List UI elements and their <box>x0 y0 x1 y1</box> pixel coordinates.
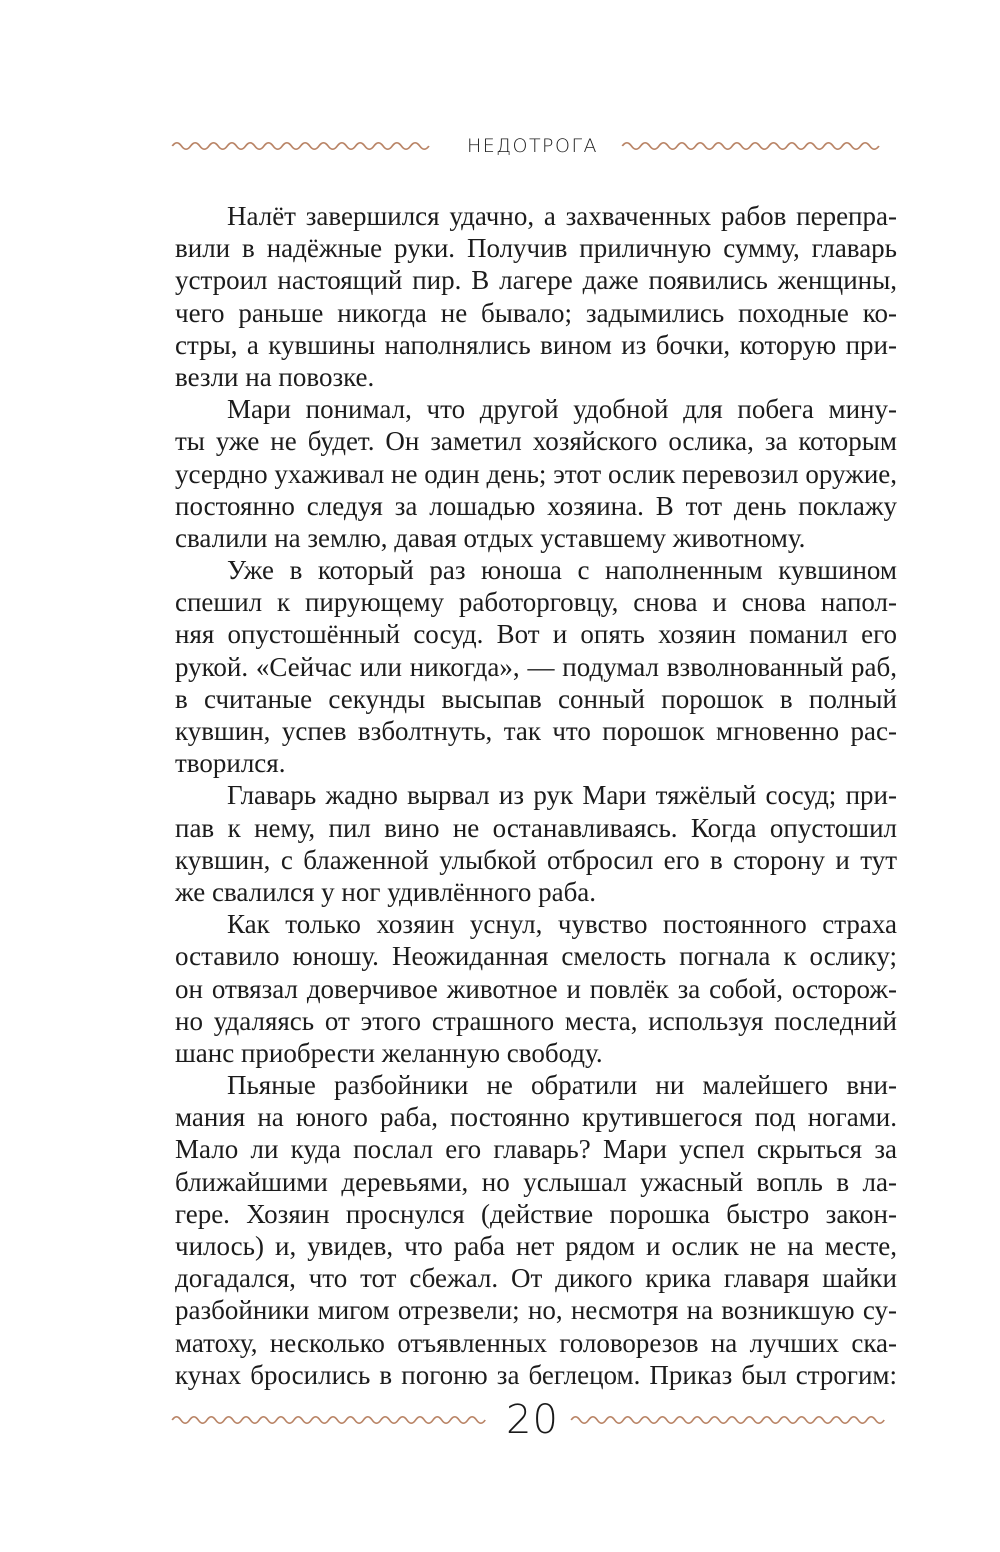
wave-line <box>172 143 429 149</box>
text-line: постоянно следуя за лошадью хозяина. В тот день поклажу <box>175 490 897 521</box>
text-line: Как только хозяин уснул, чувство постоянного страха <box>227 909 897 940</box>
text-line: рукой. «Сейчас или никогда», — подумал взволнованный раб, <box>175 651 897 682</box>
text-line: догадался, что тот сбежал. От дикого крика главаря шайки <box>175 1263 897 1294</box>
text-line: Мало ли куда послал его главарь? Мари успел скрыться за <box>175 1134 897 1165</box>
text-line: кувшин, успев взболтнуть, так что порошок мгновенно рас- <box>175 716 897 746</box>
text-line: стры, а кувшины наполнялись вином из бочки, которую при- <box>175 329 897 360</box>
text-line: матоху, несколько отъявленных головорезов на лучших ска- <box>175 1327 897 1358</box>
text-line: Мари понимал, что другой удобной для побега мину- <box>227 394 897 425</box>
text-line: чилось) и, увидев, что раба нет рядом и ослик не на месте, <box>175 1231 897 1261</box>
text-line: кувшин, с блаженной улыбкой отбросил его в сторону и тут <box>175 844 897 875</box>
text-line: везли на повозке. <box>175 361 375 392</box>
page-number: 20 <box>506 1397 559 1443</box>
page-footer <box>170 1395 895 1445</box>
running-title: НЕДОТРОГА <box>466 135 599 157</box>
wave-ornament-right <box>620 139 895 153</box>
wave-ornament-left <box>170 139 445 153</box>
text-line: устроил настоящий пир. В лагере даже появились женщины, <box>175 265 897 296</box>
wave-line <box>172 1417 485 1423</box>
paragraph <box>175 1069 897 1391</box>
text-line: кунах бросились в погоню за беглецом. Приказ был строгим: <box>175 1359 897 1390</box>
text-line: усердно ухаживал не один день; этот ослик перевозил оружие, <box>175 458 897 489</box>
text-line: вили в надёжные руки. Получив приличную сумму, главарь <box>175 233 897 264</box>
wave-line <box>571 1417 884 1423</box>
wave-ornament-left <box>170 1413 496 1427</box>
running-header <box>170 128 895 164</box>
text-line: ближайшими деревьями, но услышал ужасный вопль в ла- <box>175 1166 897 1197</box>
text-line: свалили на землю, давая отдых уставшему животному. <box>175 522 806 553</box>
text-line: Пьяные разбойники не обратили ни малейшего вни- <box>227 1070 897 1101</box>
text-line: чего раньше никогда не бывало; задымились походные ко- <box>175 297 897 328</box>
text-line: Налёт завершился удачно, а захваченных рабов перепра- <box>227 201 897 231</box>
text-line: Главарь жадно вырвал из рук Мари тяжёлый сосуд; при- <box>227 780 897 811</box>
text-line: в считаные секунды высыпав сонный порошок в полный <box>175 683 897 714</box>
text-line: пав к нему, пил вино не останавливаясь. Когда опустошил <box>175 812 897 843</box>
body-text <box>175 200 897 1391</box>
wave-ornament-right <box>569 1413 895 1427</box>
text-line: мания на юного раба, постоянно крутившегося под ногами. <box>175 1102 897 1133</box>
text-line: Уже в который раз юноша с наполненным кувшином <box>227 555 897 586</box>
text-line: но удаляясь от этого страшного места, используя последний <box>175 1005 897 1036</box>
text-line: творился. <box>175 748 286 779</box>
text-line: он отвязал доверчивое животное и повлёк за собой, осторож- <box>175 973 897 1004</box>
paragraph <box>175 908 897 1069</box>
paragraph <box>175 554 897 779</box>
text-line: гере. Хозяин проснулся (действие порошка быстро закон- <box>175 1198 897 1229</box>
text-line: оставило юношу. Неожиданная смелость погнала к ослику; <box>175 941 897 972</box>
text-line: же свалился у ног удивлённого раба. <box>175 876 597 907</box>
text-line: шанс приобрести желанную свободу. <box>175 1037 603 1068</box>
text-line: ты уже не будет. Он заметил хозяйского ослика, за которым <box>175 426 897 457</box>
wave-line <box>622 143 879 149</box>
paragraph <box>175 393 897 554</box>
text-line: разбойники мигом отрезвели; но, несмотря на возникшую су- <box>175 1295 897 1326</box>
text-line: няя опустошённый сосуд. Вот и опять хозяин поманил его <box>175 619 897 650</box>
text-line: спешил к пирующему работорговцу, снова и снова напол- <box>175 587 897 618</box>
paragraph <box>175 200 897 393</box>
paragraph <box>175 779 897 908</box>
